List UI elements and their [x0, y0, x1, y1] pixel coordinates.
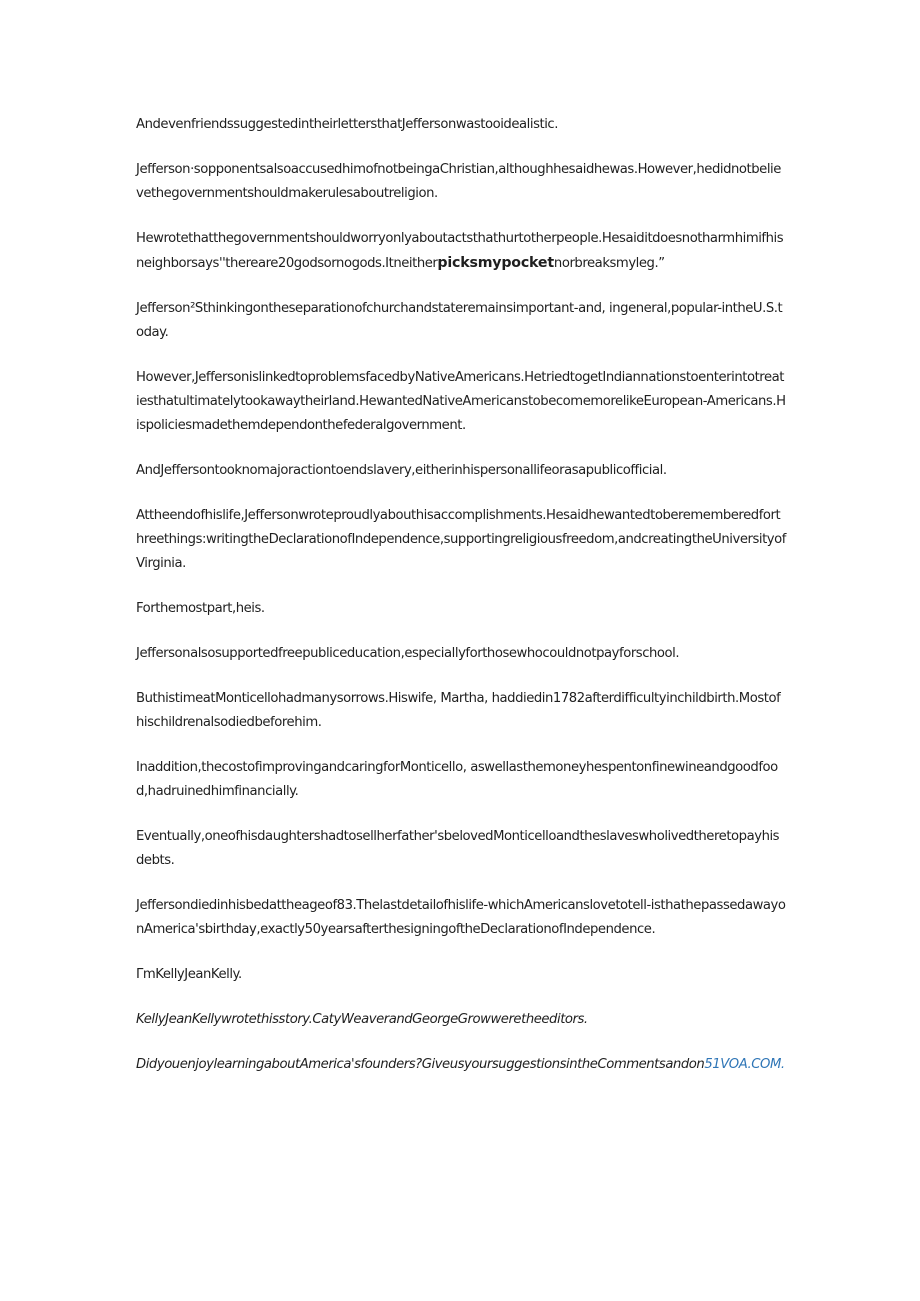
- paragraph-6: AndJeffersontooknomajoractiontoendslavery,eitherinhispersonallifeorasapublicofficial.: [136, 463, 667, 478]
- paragraph-3: [136, 227, 786, 276]
- paragraph-13: Jeffersondiedinhisbedattheageof83.Thelastdetailofhislife-whichAmericanslovetotell-isthathepassedawayonAmerica'sbirthday,exactly50yearsafterthesigningoftheDeclarationofIndependence.: [136, 898, 786, 937]
- closing-paragraph: [136, 1053, 786, 1077]
- paragraph-11: Inaddition,thecostofimprovingandcaringforMonticello, aswellasthemoneyhespentonfinewineandgoodfood,hadruinedhimfinancially.: [136, 760, 778, 799]
- paragraph-3-text-end: norbreaksmyleg.”: [553, 256, 665, 271]
- bold-phrase: picksmypocket: [437, 255, 554, 271]
- paragraph-4: Jefferson²Sthinkingontheseparationofchurchandstateremainsimportant-and, ingeneral,popular-intheU.S.today.: [136, 301, 783, 340]
- article-body: [136, 113, 786, 1098]
- website-link[interactable]: 51VOA.COM.: [704, 1057, 785, 1072]
- paragraph-8: Forthemostpart,heis.: [136, 601, 265, 616]
- paragraph-9: Jeffersonalsosupportedfreepubliceducation,especiallyforthosewhocouldnotpayforschool.: [136, 646, 680, 661]
- paragraph-5: However,JeffersonislinkedtoproblemsfacedbyNativeAmericans.HetriedtogetIndiannationstoenterintotreatiesthatultimatelytookawaytheirland.HewantedNativeAmericanstobecomemorelikeEuropean-Americans.Hispoliciesmadethemdependonthefederalgovernment.: [136, 370, 786, 433]
- paragraph-12: Eventually,oneofhisdaughtershadtosellherfather'sbelovedMonticelloandtheslaveswholivedtheretopayhisdebts.: [136, 829, 780, 868]
- paragraph-7: Attheendofhislife,Jeffersonwroteproudlyabouthisaccomplishments.Hesaidhewantedtoberememberedforthreethings:writingtheDeclarationofIndependence,supportingreligiousfreedom,andcreatingtheUniversityofVirginia.: [136, 508, 786, 571]
- paragraph-10: ButhistimeatMonticellohadmanysorrows.Hiswife, Martha, haddiedin1782afterdifficultyinchildbirth.Mostofhischildrenalsodiedbeforehim.: [136, 691, 781, 730]
- paragraph-14: ΓmKellyJeanKelly.: [136, 967, 242, 982]
- credits-paragraph: KellyJeanKellywrotethisstory.CatyWeaverandGeorgeGrowweretheeditors.: [136, 1012, 588, 1027]
- paragraph-1: AndevenfriendssuggestedintheirlettersthatJeffersonwastooidealistic.: [136, 117, 558, 132]
- paragraph-2: Jefferson·sopponentsalsoaccusedhimofnotbeingaChristian,althoughhesaidhewas.However,hedidnotbelievethegovernmentshouldmakerulesaboutreligion.: [136, 162, 781, 201]
- paragraph-3-text: Hewrotethatthegovernmentshouldworryonlyaboutactsthathurtotherpeople.Hesaiditdoesnotharmhimifhisneighborsays''thereare20godsornogods.Itneither: [136, 231, 784, 271]
- closing-text: DidyouenjoylearningaboutAmerica'sfounders?GiveusyoursuggestionsintheCommentsandon: [136, 1057, 705, 1072]
